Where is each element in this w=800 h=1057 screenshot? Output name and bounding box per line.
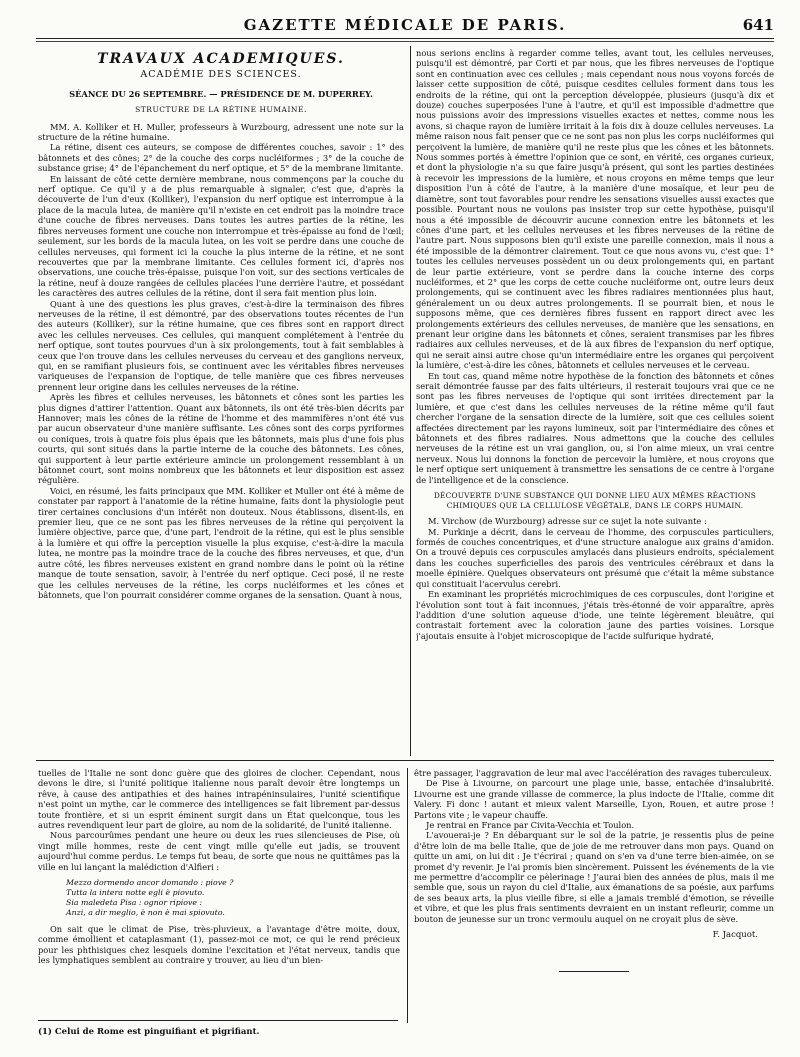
- paragraph: En laissant de côté cette dernière membrane, nous commençons par la couche du nerf optique. Ce qu'il y a de plus remarquable à signaler, c'est que, d'après la découverte de l'un d'eux (Kolliker), l'expansion du nerf optique est interrompue à la place de la macula lutea, de manière qu'il n'existe en cet endroit pas la moindre trace d'une couche de fibres nerveuses. Dans toutes les autres parties de la rétine, les fibres nerveuses forment une couche non interrompue et très-épaisse au fond de l'œil; seulement, sur les bords de la macula lutea, on les voit se perdre dans une couche de cellules nerveuses, qui forment ici la couche la plus interne de la rétine, et ne sont recouvertes que par la membrane limitante. Ces cellules forment ici, d'après nos observations, une couche très-épaisse, puisque l'on voit, sur des sections verticales de la rétine, neuf à douze rangées de cellules placées l'une derrière l'autre, et possédant les caractères des autres cellules de la rétine, dont il sera fait mention plus loin.: [38, 173, 404, 299]
- poem-line: Anzi, a dir meglio, è non è mai spiovuto.: [66, 908, 225, 918]
- poem-line: Mezzo dormendo ancor domando : piove ?: [66, 878, 234, 888]
- end-rule: [559, 971, 629, 972]
- column-divider: [410, 46, 411, 756]
- paragraph: De Pise à Livourne, on parcourt une plage unie, basse, entachée d'insalubrité. Livourne est une grande villasse de commerce, la plus indocte de l'Italie, comme dit Valery. Fi donc ! autant et mieux valent Marseille, Lyon, Rouen, et autre prose ! Partons vite ; le vapeur chauffe.: [414, 778, 774, 820]
- section-divider: [36, 760, 774, 761]
- paragraph: Nous parcourûmes pendant une heure ou deux les rues silencieuses de Pise, où vingt mille hommes, reste de cent vingt mille qu'elle eut jadis, se trouvent aujourd'hui comme perdus. Le temps fut beau, de sorte que nous ne quittâmes pas la ville en lui lançant la malédiction d'Alfieri :: [38, 830, 400, 872]
- paragraph: L'avouerai-je ? En débarquant sur le sol de la patrie, je ressentis plus de peine d'être loin de ma belle Italie, que de joie de me retrouver dans mon pays. Quand on quitte un ami, on lui dit : Je t'écrirai ; quand on s'en va d'une terre bien-aimée, on se promet d'y revenir. Je l'ai promis bien sincèrement. Puissent les événements de la vie me permettre d'accomplir ce pèlerinage ! J'aurai bien des années de plus, mais il me semble que, sous un rayon du ciel d'Italie, aux émanations de sa poésie, aux parfums de ses beaux arts, la plus vieille fibre, si elle a jamais tremblé d'émotion, se réveille et vibre, et que les plus frais sentiments devraient en un instant refleurir, comme un bouton de jeunesse sur un tronc vermoulu auquel on ne croyait plus de sève.: [414, 830, 774, 924]
- academy-title: ACADÉMIE DES SCIENCES.: [140, 69, 302, 81]
- paragraph: nous serions enclins à regarder comme telles, avant tout, les cellules nerveuses, puisqu'il est démontré, par Corti et par nous, que les fibres nerveuses de l'optique sont en continuation avec ces cellules ; mais cependant nous nous voyons forcés de laisser cette supposition de côté, puisque cesdites cellules forment dans tous les endroits de la rétine, qui ont la perception développée, plusieurs (jusqu'à dix et douze) couches superposées l'une à l'autre, et qu'il est impossible d'admettre que nous puissions avoir des impressions visuelles exactes et nettes, comme nous les avons, si chaque rayon de lumière irritait à la fois dix à douze cellules nerveuses. La même raison nous fait penser que ce ne sont pas non plus les corps nucléiformes qui perçoivent la lumière, de manière qu'il ne reste plus que les cônes et les bâtonnets. Nous sommes portés à émettre l'opinion que ce sont, en vérité, ces organes curieux, et dont la physiologie n'a su que faire jusqu'à présent, qui sont les parties destinées à recevoir les impressions de la lumière, et nous croyons en même temps que leur disposition l'un à côté de l'autre, à la manière d'une mosaïque, et leur peu de diamètre, sont tout favorables pour rendre les sensations visuelles aussi exactes que possible. Pourtant nous ne voulons pas insister trop sur cette hypothèse, puisqu'il nous a été impossible de découvrir aucune connexion entre les bâtonnets et les cônes d'une part, et les cellules nerveuses et les fibres nerveuses de la rétine de l'autre part. Nous supposons bien qu'il existe une pareille connexion, mais il nous a été impossible de la démontrer clairement. Tout ce que nous avons vu, c'est que: 1° toutes les cellules nerveuses possèdent un ou deux prolongements qui, en partant de leur partie extérieure, vont se perdre dans la couche interne des corps nucléiformes, et 2° que les corps de cette couche nucléiforme ont, outre leurs deux prolongements, qui se continuent avec les fibres radiaires mentionnées plus haut, généralement un ou deux autres prolongements. Il se pourrait bien, et nous le supposons même, que ces dernières fibres fussent en rapport direct avec les prolongements extérieurs des cellules nerveuses, de manière que les sensations, en prenant leur origine dans les bâtonnets et cônes, seraient transmises par les fibres radiaires aux cellules nerveuses, et de là aux fibres de l'expansion du nerf optique, qui ne serait ainsi autre chose qu'un intermédiaire entre les organes qui perçoivent la lumière, c'est-à-dire les cônes, bâtonnets et cellules nerveuses et le cerveau.: [416, 48, 774, 371]
- article-title: STRUCTURE DE LA RÉTINE HUMAINE.: [135, 105, 307, 115]
- paragraph: En examinant les propriétés microchimiques de ces corpuscules, dont l'origine et l'évolution sont tout à fait inconnues, j'étais très-étonné de voir apparaître, après l'addition d'une solution aqueuse d'iode, une teinte légèrement bleuâtre, qui contrastait fortement avec la coloration jaune des parties voisines. Lorsque j'ajoutais ensuite à l'objet microscopique de l'acide sulfurique hydraté,: [416, 589, 774, 641]
- paragraph: être passager, l'aggravation de leur mal avec l'accélération des ravages tuberculeux.: [414, 768, 772, 778]
- paragraph: Je rentrai en France par Civita-Vecchia et Toulon.: [426, 820, 635, 831]
- paragraph: La rétine, disent ces auteurs, se compose de différentes couches, savoir : 1° des bâtonnets et des cônes; 2° de la couche des corps nucléiformes ; 3° de la couche de substance grise; 4° de l'épanchement du nerf optique, et 5° de la membrane limitante.: [38, 142, 404, 174]
- paragraph: Après les fibres et cellules nerveuses, les bâtonnets et cônes sont les parties les plus dignes d'attirer l'attention. Quant aux bâtonnets, ils ont été très-bien décrits par Hannover; mais les cônes de la rétine de l'homme et des mammifères n'ont été vus par aucun observateur d'une manière suffisante. Les cônes sont des corps pyriformes ou coniques, trois à quatre fois plus épais que les bâtonnets, mais plus d'une fois plus courts, qui sont situés dans la partie interne de la couche des bâtonnets. Les cônes, qui supportent à leur partie extérieure amincie un prolongement ressemblant à un bâtonnet court, sont moins nombreux que les bâtonnets et leur disposition est assez régulière.: [38, 392, 404, 486]
- paragraph: On sait que le climat de Pise, très-pluvieux, a l'avantage d'être moite, doux, comme émollient et cataplasmant (1), passez-moi ce mot, ce qui le rend précieux pour les phthisiques chez lesquels domine l'excitation et l'état nerveux, tandis que les lymphatiques semblent au contraire y trouver, au lieu d'un bien-: [38, 924, 400, 966]
- seance-line: SÉANCE DU 26 SEPTEMBRE. — PRÉSIDENCE DE M. DUPERREY.: [69, 88, 373, 99]
- page-header: [36, 14, 774, 39]
- paragraph: M. Purkinje a décrit, dans le cerveau de l'homme, des corpuscules particuliers, formés de couches concentriques, et d'une structure analogue aux grains d'amidon. On a trouvé depuis ces corpuscules amylacés dans plusieurs endroits, spécialement dans les couches superficielles des parois des ventricules cérébraux et dans la moelle épinière. Quelques observateurs ont présumé que c'était la même substance qui constituait l'acervulus cerebri.: [416, 526, 774, 589]
- paragraph: M. Virchow (de Wurzbourg) adresse sur ce sujet la note suivante :: [428, 516, 707, 527]
- footnote: (1) Celui de Rome est pinguifiant et pigrifiant.: [38, 1020, 398, 1037]
- paragraph: MM. A. Kolliker et H. Muller, professeurs à Wurzbourg, adressent une note sur la structure de la rétine humaine.: [38, 121, 404, 143]
- column-divider: [407, 768, 408, 1023]
- poem-line: Tutta la intera notte egli è piovuto.: [66, 888, 205, 898]
- article-title: DÉCOUVERTE D'UNE SUBSTANCE QUI DONNE LIEU AUX MÊMES RÉACTIONS CHIMIQUES QUE LA CELLULOSE VÉGÉTALE, DANS LE CORPS HUMAIN.: [433, 491, 757, 510]
- paragraph: En tout cas, quand même notre hypothèse de la fonction des bâtonnets et cônes serait démontrée fausse par des faits ultérieurs, il resterait toujours vrai que ce ne sont pas les fibres nerveuses de l'optique qui sont irritées directement par la lumière, et que c'est dans les cellules nerveuses de la rétine même qu'il faut chercher l'organe de la sensation directe de la lumière, soit que ces cellules soient affectées directement par les rayons lumineux, soit par l'intermédiaire des cônes et bâtonnets et des fibres radiaires. Nous admettons que la couche des cellules nerveuses de la rétine est un vrai ganglion, ou, si l'on aime mieux, un vrai centre nerveux. Nous lui donnons la fonction de percevoir la lumière, et nous croyons que le nerf optique sert uniquement à transmettre les sensations de ce centre à l'organe de l'intelligence et de la conscience.: [416, 370, 774, 485]
- author-signature: F. Jacquot.: [712, 930, 758, 941]
- section-title: TRAVAUX ACADÉMIQUES.: [97, 52, 345, 67]
- journal-title: GAZETTE MÉDICALE DE PARIS.: [243, 16, 567, 34]
- paragraph: Quant à une des questions les plus graves, c'est-à-dire la terminaison des fibres nerveuses de la rétine, il est démontré, par des observations toutes récentes de l'un des auteurs (Kolliker), sur la rétine humaine, que ces fibres sont en rapport direct avec les cellules nerveuses. Ces cellules, qui manquent complétement à l'entrée du nerf optique, sont toutes pourvues d'un à six prolongements, tout à fait semblables à ceux que l'on trouve dans les cellules nerveuses du cerveau et des ganglions nerveux, qui, en se ramifiant plusieurs fois, se continuent avec les véritables fibres nerveuses variqueuses de l'expansion de l'optique, de telle manière que ces fibres nerveuses prennent leur origine dans les cellules nerveuses de la rétine.: [38, 298, 404, 392]
- paragraph: tuelles de l'Italie ne sont donc guère que des gloires de clocher. Cependant, nous devons le dire, si l'unité politique italienne nous paraît devoir être longtemps un rêve, à cause des antipathies et des haines intrapéninsulaires, l'unité scientifique n'est point un mythe, car le commerce des intelligences se fait librement par-dessus toute frontière, et si un esprit éminent surgit dans un État quelconque, tous les autres revendiquent leur part de gloire, au nom de la solidarité, de l'unité italienne.: [38, 768, 400, 831]
- poem-line: Sia maledeta Pisa : ognor ripiove :: [66, 898, 203, 908]
- page-number: 641: [742, 16, 774, 34]
- paragraph: Voici, en résumé, les faits principaux que MM. Kolliker et Muller ont été à même de constater par rapport à l'anatomie de la rétine humaine, faits dont la physiologie peut tirer certaines conclusions d'un intérêt non douteux. Nous établissons, disent-ils, en premier lieu, que ce ne sont pas les fibres nerveuses de la rétine qui perçoivent la lumière objective, parce que, d'une part, l'endroit de la rétine, qui est le plus sensible à la lumière et qui offre la perception visuelle la plus exquise, c'est-à-dire la macula lutea, ne montre pas la moindre trace de la couche des fibres nerveuses, et que, d'un autre côté, les fibres nerveuses existent en grand nombre dans le point où la rétine manque de toute sensation, savoir, à l'entrée du nerf optique. Ceci posé, il ne reste que les cellules nerveuses de la rétine, les corps nucléiformes et les cônes et bâtonnets, que l'on pourrait considérer comme organes de la sensation. Quant à nous,: [38, 485, 404, 600]
- right-column: [416, 48, 774, 756]
- feuilleton-right-column: [414, 768, 774, 1038]
- feuilleton-left-column: [38, 768, 400, 1038]
- left-column: [38, 52, 404, 756]
- poem-quote: [66, 878, 400, 918]
